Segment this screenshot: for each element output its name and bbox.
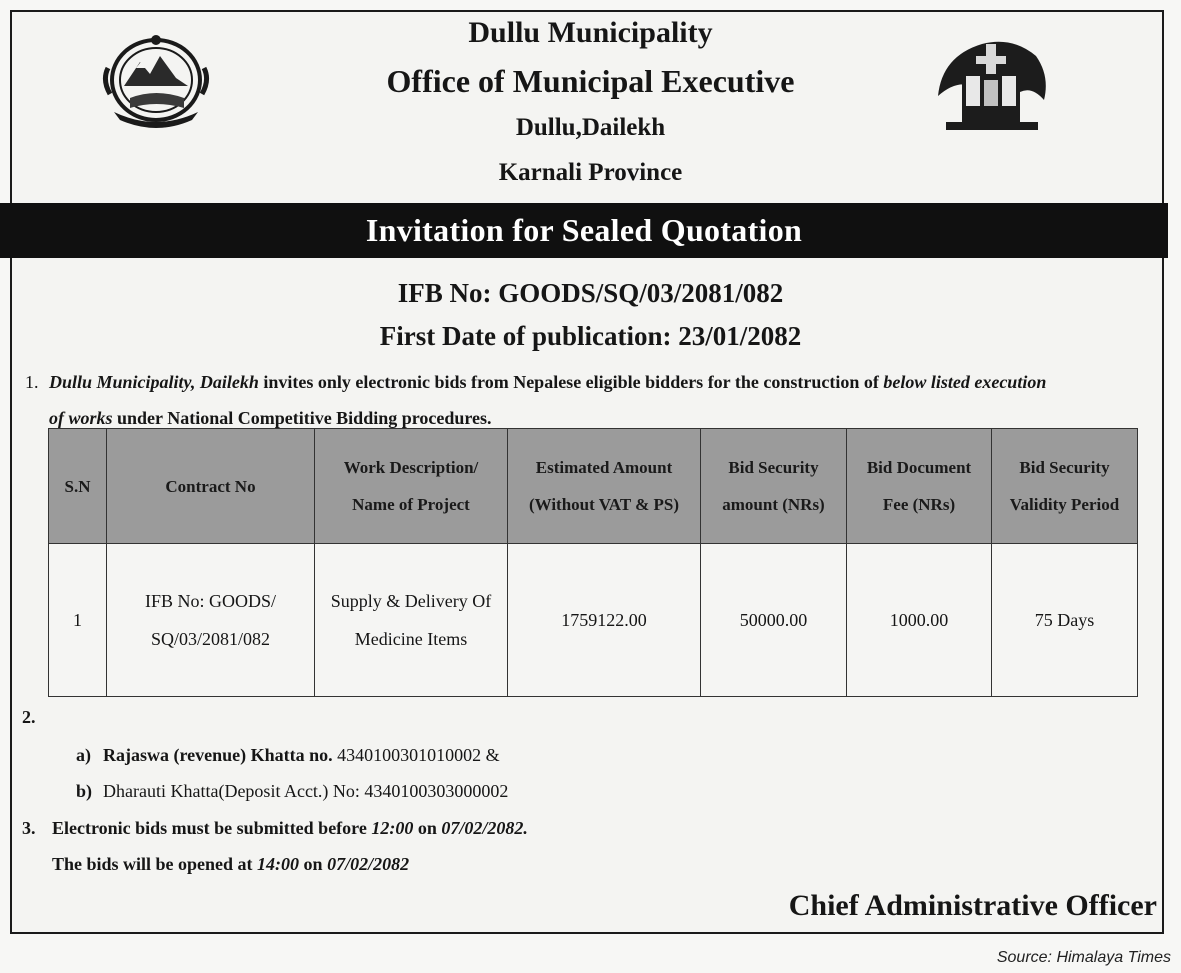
signatory-title: Chief Administrative Officer <box>788 889 1157 922</box>
header-sn: S.N <box>49 429 107 544</box>
municipality-name: Dullu Municipality <box>468 16 713 49</box>
paragraph-text: under National Competitive Bidding procedures. <box>112 408 492 428</box>
deposit-account-text: Dharauti Khatta(Deposit Acct.) No: 4340100303000002 <box>103 781 509 801</box>
section-2-number: 2. <box>22 707 36 727</box>
cell-validity-period: 75 Days <box>992 544 1138 697</box>
cell-work-description: Supply & Delivery Of Medicine Items <box>315 544 508 697</box>
ifb-number: IFB No: GOODS/SQ/03/2081/082 <box>397 278 784 308</box>
issuer-name: Dullu Municipality, Dailekh <box>49 372 259 392</box>
cell-contract-no: IFB No: GOODS/ SQ/03/2081/082 <box>107 544 315 697</box>
opening-text: on <box>299 854 328 874</box>
header-validity-period: Bid Security Validity Period <box>992 429 1138 544</box>
office-name: Office of Municipal Executive <box>386 63 795 99</box>
item-label: a) <box>76 745 91 765</box>
deadline-time: 12:00 <box>371 818 414 838</box>
cell-bid-security: 50000.00 <box>701 544 847 697</box>
table-header-row <box>49 429 1138 544</box>
cell-bid-document-fee: 1000.00 <box>847 544 992 697</box>
cell-sn: 1 <box>49 544 107 697</box>
revenue-account-label: Rajaswa (revenue) Khatta no. <box>103 745 333 765</box>
paragraph-italic: below listed execution <box>883 372 1047 392</box>
deadline-text: Electronic bids must be submitted before <box>52 818 372 838</box>
notice-banner: Invitation for Sealed Quotation <box>0 203 1168 258</box>
revenue-account-line <box>76 745 500 766</box>
tender-table <box>48 428 1138 697</box>
header-estimated-amount: Estimated Amount (Without VAT & PS) <box>508 429 701 544</box>
opening-date: 07/02/2082 <box>327 854 410 874</box>
deadline-text: on <box>413 818 442 838</box>
publication-date: First Date of publication: 23/01/2082 <box>379 321 802 351</box>
opening-time: 14:00 <box>257 854 300 874</box>
table-row <box>49 544 1138 697</box>
submission-deadline-line <box>22 818 528 839</box>
deposit-account-line <box>76 781 508 802</box>
cell-estimated-amount: 1759122.00 <box>508 544 701 697</box>
opening-time-line <box>52 854 409 875</box>
source-credit: Source: Himalaya Times <box>996 949 1171 966</box>
location: Dullu,Dailekh <box>515 114 666 141</box>
revenue-account-number: 4340100301010002 & <box>332 745 500 765</box>
section-3-number: 3. <box>22 818 36 838</box>
deadline-date: 07/02/2082. <box>441 818 528 838</box>
header-contract-no: Contract No <box>107 429 315 544</box>
item-label: b) <box>76 781 93 801</box>
header-bid-document-fee: Bid Document Fee (NRs) <box>847 429 992 544</box>
paragraph-text: invites only electronic bids from Nepalese eligible bidders for the construction of <box>258 372 884 392</box>
header-bid-security: Bid Security amount (NRs) <box>701 429 847 544</box>
paragraph-italic: of works <box>49 408 113 428</box>
province: Karnali Province <box>498 159 683 186</box>
paragraph-number: 1. <box>25 372 39 392</box>
invitation-paragraph <box>25 364 1165 436</box>
header-work-description: Work Description/ Name of Project <box>315 429 508 544</box>
opening-text: The bids will be opened at <box>52 854 258 874</box>
